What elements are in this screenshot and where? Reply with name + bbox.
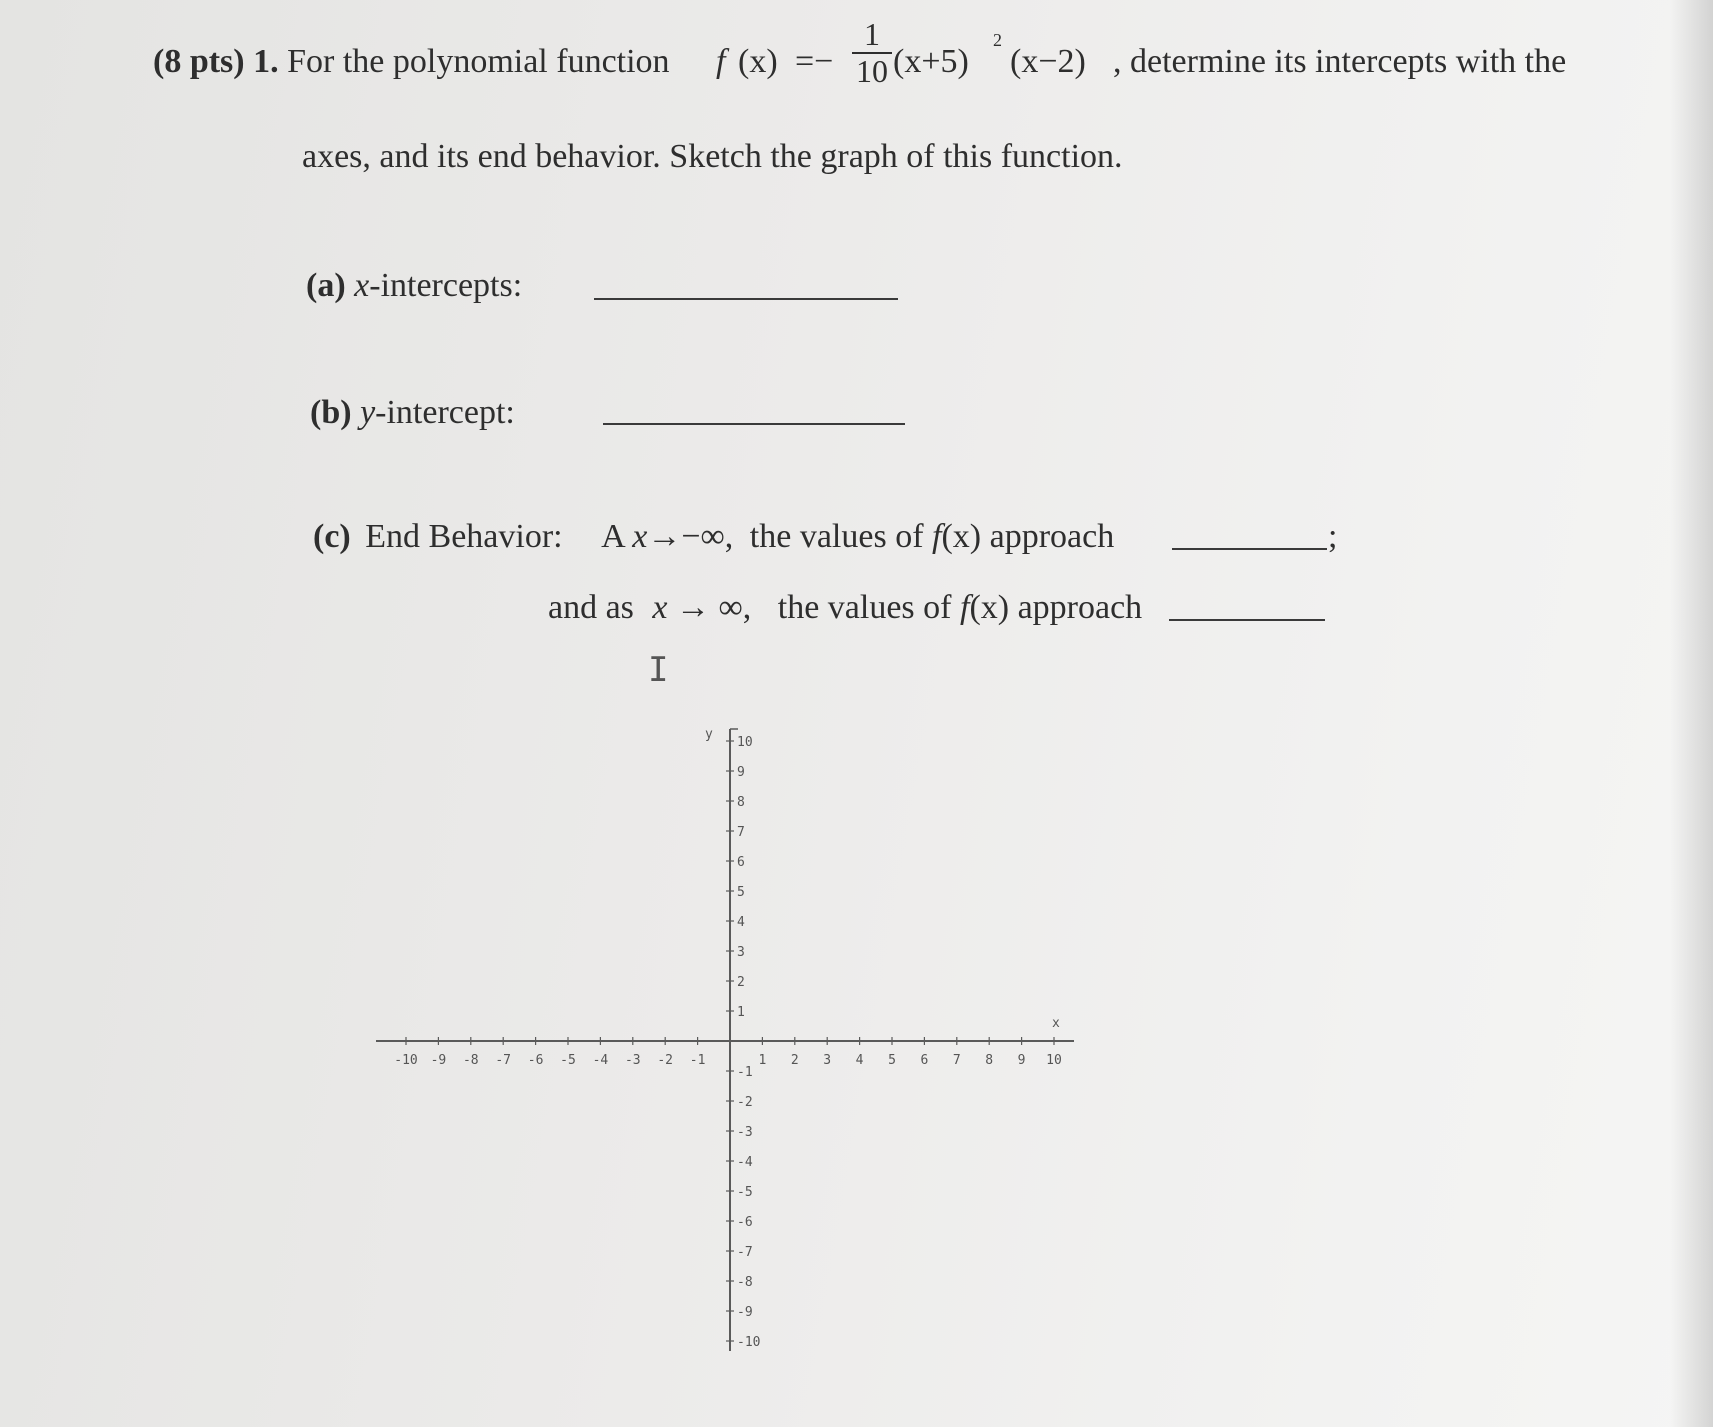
part-c-f-1: f <box>932 518 942 555</box>
y-tick-label: -2 <box>737 1095 753 1110</box>
y-tick-label: 5 <box>737 885 745 900</box>
semicolon: ; <box>1328 518 1338 555</box>
x-tick-label: -4 <box>592 1053 609 1068</box>
y-tick-label: 1 <box>737 1005 745 1020</box>
x-tick-label: -1 <box>689 1053 706 1068</box>
part-c-x: x <box>632 518 648 555</box>
x-tick-label: 5 <box>888 1053 896 1068</box>
y-tick-label: -1 <box>737 1065 753 1080</box>
factor-1-exponent: 2 <box>993 30 1002 50</box>
function-arg-text: (x) <box>738 43 778 80</box>
function-name: f <box>716 43 726 80</box>
x-tick-label: -8 <box>462 1053 479 1068</box>
problem-intro: For the polynomial function <box>287 43 670 80</box>
x-tick-label: 3 <box>823 1053 832 1068</box>
tick-labels <box>394 727 1062 1350</box>
part-c-and-as: and as <box>548 589 634 626</box>
y-tick-label: 10 <box>737 735 753 750</box>
part-b-text: -intercept: <box>375 394 515 431</box>
x-tick-label: -10 <box>394 1053 418 1068</box>
equals-minus: =− <box>795 43 834 80</box>
y-tick-label: -6 <box>737 1215 753 1230</box>
part-c-values-2: the values of <box>777 589 952 626</box>
fraction-numerator: 1 <box>864 16 880 52</box>
problem-continuation: , determine its intercepts with the <box>1113 43 1567 80</box>
y-tick-label: 3 <box>737 945 745 960</box>
part-c-label: (c) <box>313 518 351 555</box>
y-axis-label: y <box>705 727 713 742</box>
x-tick-label: 9 <box>1017 1053 1026 1068</box>
y-tick-label: 8 <box>737 795 745 810</box>
x-tick-label: -3 <box>624 1053 641 1068</box>
y-tick-label: 7 <box>737 825 745 840</box>
y-tick-label: -7 <box>737 1245 753 1260</box>
y-tick-label: -10 <box>737 1335 761 1350</box>
x-tick-label: -2 <box>657 1053 674 1068</box>
part-c-arrow-2: → ∞, <box>676 589 752 626</box>
x-tick-label: 7 <box>952 1053 961 1068</box>
part-c-paren-1: (x) approach <box>941 518 1115 555</box>
part-c-f-2: f <box>959 589 970 626</box>
part-c-as: A <box>601 518 624 555</box>
factor-1: (x+5) <box>893 43 969 80</box>
problem-points: (8 pts) 1. <box>153 43 279 80</box>
x-tick-label: -9 <box>430 1053 447 1068</box>
part-b-var: y <box>360 394 376 431</box>
axes <box>376 729 1074 1351</box>
y-tick-label: -9 <box>737 1305 753 1320</box>
factor-2: (x−2) <box>1010 43 1086 80</box>
x-tick-label: 1 <box>758 1053 767 1068</box>
y-tick-label: -4 <box>737 1155 753 1170</box>
x-tick-label: 2 <box>790 1053 799 1068</box>
part-a-label: (a) <box>306 267 346 304</box>
x-tick-label: -6 <box>527 1053 544 1068</box>
y-tick-label: -5 <box>737 1185 753 1200</box>
y-tick-label: -3 <box>737 1125 753 1140</box>
part-a-text: -intercepts: <box>369 267 523 304</box>
part-c-x-2: x <box>652 589 668 626</box>
x-tick-label: 4 <box>855 1053 864 1068</box>
x-axis-label: x <box>1052 1016 1060 1031</box>
part-c-paren-2: (x) approach <box>969 589 1143 626</box>
part-b-label: (b) <box>310 394 352 431</box>
y-tick-label: 2 <box>737 975 745 990</box>
y-tick-label: -8 <box>737 1275 753 1290</box>
x-tick-label: -5 <box>560 1053 576 1068</box>
problem-line-2: axes, and its end behavior. Sketch the graph of this function. <box>302 138 1123 175</box>
x-tick-label: 6 <box>920 1053 929 1068</box>
part-c-arrow-1: →−∞, <box>647 518 734 555</box>
x-tick-label: 8 <box>985 1053 994 1068</box>
part-a-var: x <box>354 267 370 304</box>
y-tick-label: 9 <box>737 765 745 780</box>
x-tick-label: 10 <box>1046 1053 1062 1068</box>
x-tick-label: -7 <box>495 1053 512 1068</box>
part-c-values-1: the values of <box>749 518 924 555</box>
y-tick-label: 6 <box>737 855 745 870</box>
text-cursor-icon: I <box>648 650 669 690</box>
fraction-denominator: 10 <box>856 53 888 89</box>
y-tick-label: 4 <box>737 915 745 930</box>
part-c-title: End Behavior: <box>365 518 563 555</box>
